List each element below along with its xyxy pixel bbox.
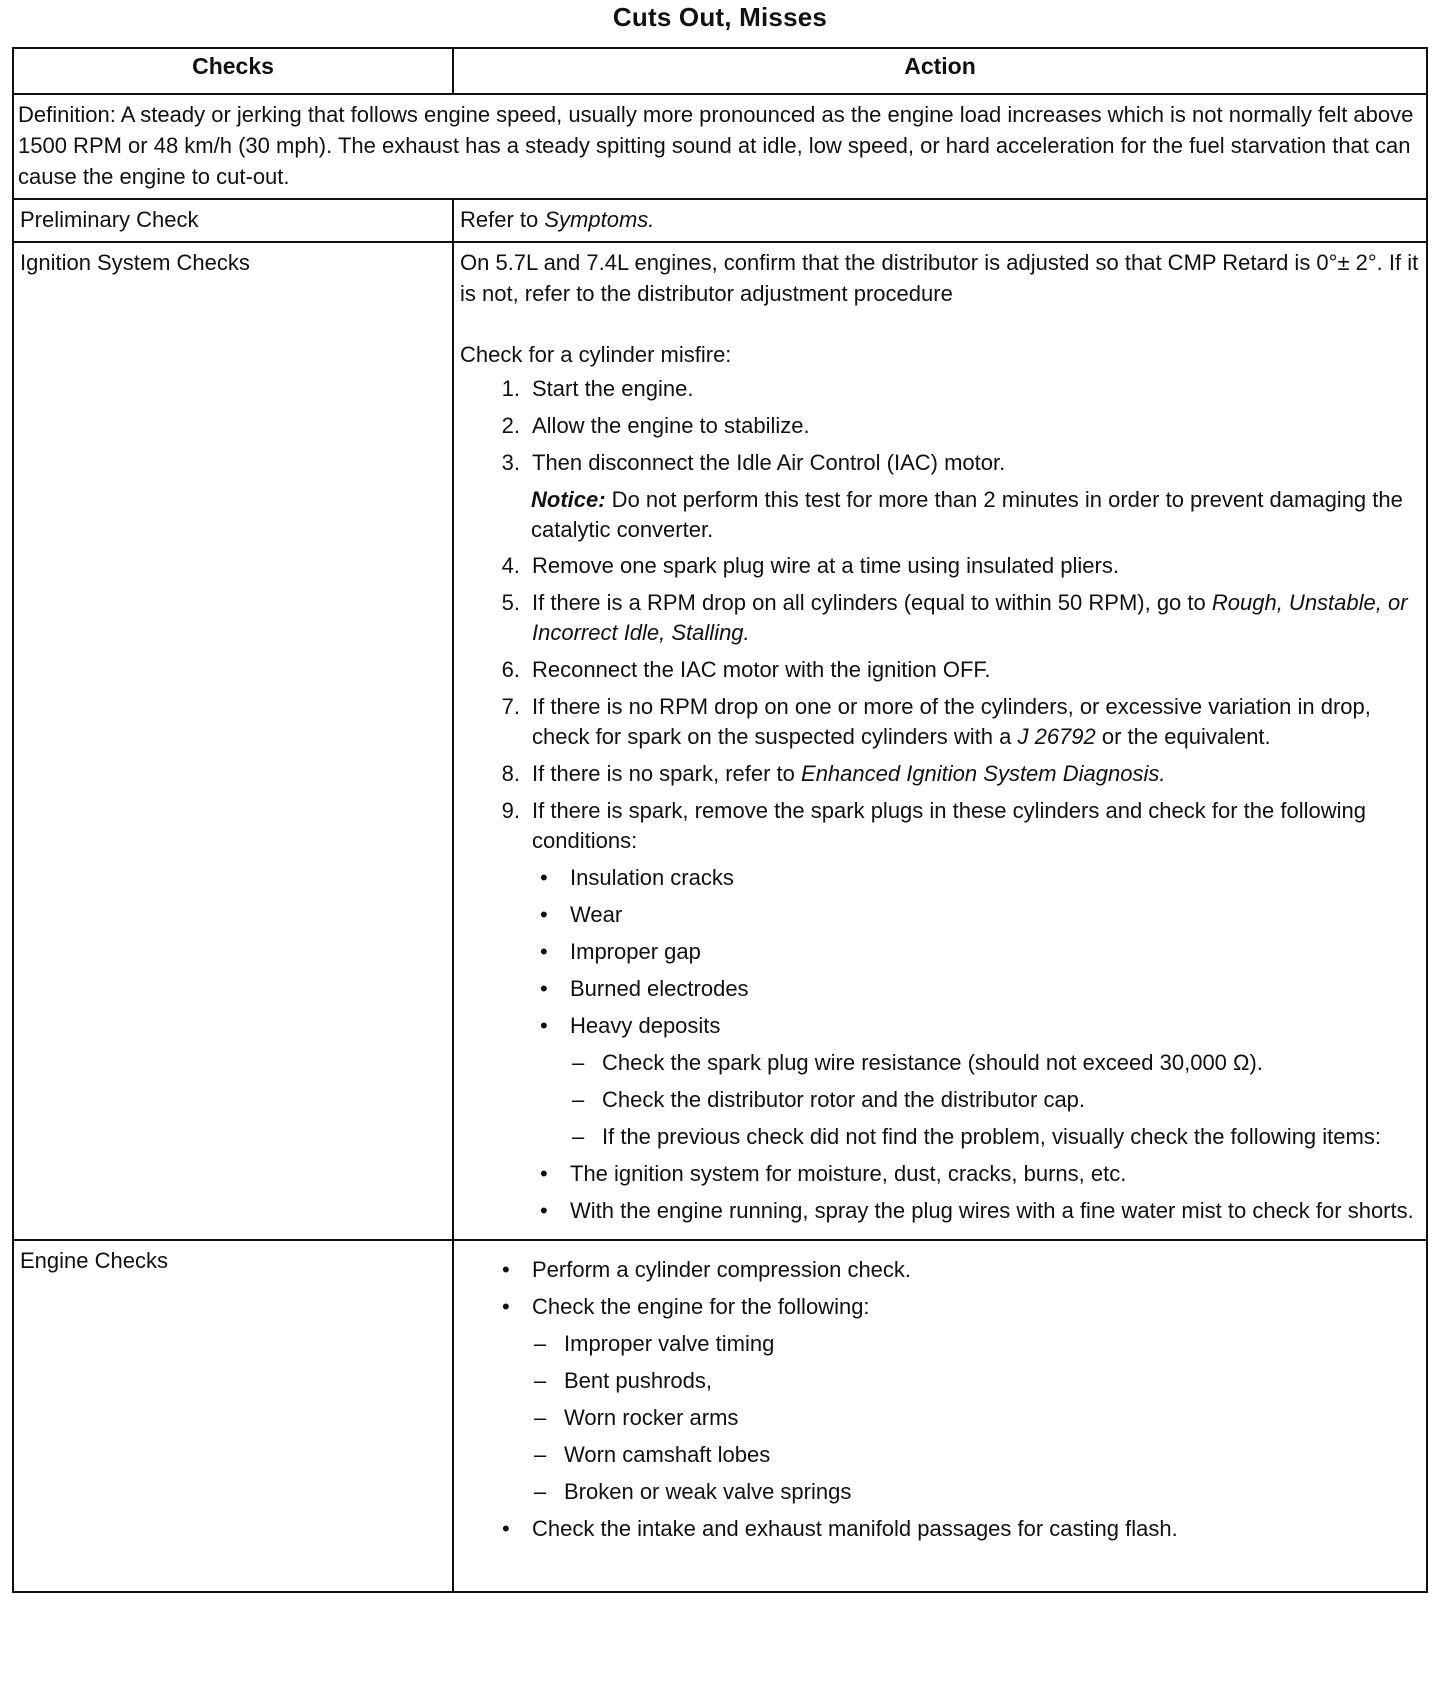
condition-text: Wear: [570, 902, 623, 927]
preliminary-row: [13, 199, 1427, 242]
step-item: [460, 759, 1420, 789]
preliminary-action-prefix: Refer to: [460, 207, 545, 232]
page-title: Cuts Out, Misses: [612, 2, 828, 32]
step-number: 4.: [501, 553, 520, 578]
misfire-lead: Check for a cylinder misfire:: [460, 342, 732, 367]
notice-label: Notice:: [531, 487, 606, 512]
step-number: 7.: [501, 694, 520, 719]
engine-bullet-text: Check the engine for the following:: [532, 1294, 870, 1319]
bullet-mark: •: [540, 1198, 548, 1223]
engine-action: [453, 1240, 1427, 1592]
sub-check-text: Check the spark plug wire resistance (should not exceed 30,000 Ω).: [602, 1050, 1263, 1075]
engine-item-text: Improper valve timing: [564, 1331, 775, 1356]
ignition-row: [13, 242, 1427, 1240]
engine-bullet-text: Check the intake and exhaust manifold passages for casting flash.: [532, 1516, 1178, 1541]
sub-check-text: If the previous check did not find the problem, visually check the following items:: [602, 1124, 1381, 1149]
final-bullet-text: With the engine running, spray the plug wires with a fine water mist to check for shorts.: [570, 1198, 1414, 1223]
bullet-mark: •: [540, 939, 548, 964]
final-bullet-item: [540, 1159, 1420, 1189]
tool-reference: J 26792: [1017, 724, 1096, 749]
step-number: 2.: [501, 413, 520, 438]
step-text: Remove one spark plug wire at a time using insulated pliers.: [532, 553, 1119, 578]
engine-bullet: [502, 1255, 1420, 1285]
ignition-check-label: Ignition System Checks: [13, 242, 453, 1240]
sub-check-text: Check the distributor rotor and the distributor cap.: [602, 1087, 1086, 1112]
engine-check-label: Engine Checks: [13, 1240, 453, 1592]
definition-text: Definition: A steady or jerking that follows engine speed, usually more pronounced as the engine load increases which is not normally felt above 1500 RPM or 48 km/h (30 mph). The exhaust has a steady spitting sound at idle, low speed, or hard acceleration for the fuel starvation that can cause the engine to cut-out.: [13, 94, 1427, 199]
step-item: [460, 551, 1420, 581]
step-text: [532, 588, 1420, 648]
condition-item: [540, 900, 1420, 930]
step-number: 1.: [501, 376, 520, 401]
condition-text: Insulation cracks: [570, 865, 734, 890]
engine-bullet: [502, 1514, 1420, 1544]
engine-item-text: Broken or weak valve springs: [564, 1479, 852, 1504]
dash-mark: –: [534, 1479, 547, 1504]
dash-mark: –: [572, 1050, 585, 1075]
condition-text: Improper gap: [570, 939, 701, 964]
engine-bullet: [502, 1292, 1420, 1322]
step-item: [460, 411, 1420, 441]
checks-header: Checks: [13, 48, 453, 94]
step-text: Start the engine.: [532, 376, 694, 401]
step-text: Reconnect the IAC motor with the ignition OFF.: [532, 657, 991, 682]
engine-row: [13, 1240, 1427, 1592]
rough-idle-reference: Rough, Unstable, or Incorrect Idle, Stalling.: [532, 590, 1408, 645]
step-item: [460, 374, 1420, 404]
condition-item: [540, 974, 1420, 1004]
diagnostic-table: [12, 47, 1428, 1593]
bullet-mark: •: [540, 1013, 548, 1038]
step-item: [460, 796, 1420, 856]
sub-check-item: [572, 1122, 1420, 1152]
step-text: [532, 692, 1420, 752]
step-text-after: or the equivalent.: [1095, 724, 1271, 749]
engine-item: [534, 1366, 1420, 1396]
bullet-mark: •: [502, 1516, 510, 1541]
preliminary-check-label: Preliminary Check: [13, 199, 453, 242]
engine-item: [534, 1329, 1420, 1359]
engine-item-text: Worn rocker arms: [564, 1405, 739, 1430]
action-header: Action: [453, 48, 1427, 94]
bullet-mark: •: [540, 865, 548, 890]
preliminary-action: [453, 199, 1427, 242]
step-text-plain: If there is no RPM drop on one or more of the cylinders, or excessive variation in drop, check for spark on the suspected cylinders with a: [532, 694, 1371, 749]
ignition-diagnosis-reference: Enhanced Ignition System Diagnosis.: [801, 761, 1166, 786]
step-item: [460, 692, 1420, 752]
notice-text: Do not perform this test for more than 2 minutes in order to prevent damaging the catalytic converter.: [531, 487, 1403, 542]
condition-item: [540, 937, 1420, 967]
condition-text: Heavy deposits: [570, 1013, 721, 1038]
engine-item: [534, 1477, 1420, 1507]
engine-item-text: Worn camshaft lobes: [564, 1442, 771, 1467]
step-number: 5.: [501, 590, 520, 615]
sub-check-item: [572, 1048, 1420, 1078]
dash-mark: –: [572, 1124, 585, 1149]
dash-mark: –: [534, 1405, 547, 1430]
header-row: [13, 48, 1427, 94]
step-number: 9.: [501, 798, 520, 823]
step-text: [532, 759, 1420, 789]
notice: [531, 485, 1420, 545]
step-text-plain: If there is no spark, refer to: [532, 761, 802, 786]
bullet-mark: •: [540, 976, 548, 1001]
bullet-mark: •: [502, 1294, 510, 1319]
dash-mark: –: [572, 1087, 585, 1112]
step-item: [460, 448, 1420, 478]
step-item: [460, 655, 1420, 685]
symptoms-reference: Symptoms.: [544, 207, 655, 232]
engine-item-text: Bent pushrods,: [564, 1368, 712, 1393]
step-text: If there is spark, remove the spark plugs in these cylinders and check for the following conditions:: [532, 798, 1366, 853]
step-text: Allow the engine to stabilize.: [532, 413, 810, 438]
bullet-mark: •: [502, 1257, 510, 1282]
step-number: 6.: [501, 657, 520, 682]
engine-item: [534, 1403, 1420, 1433]
step-text: Then disconnect the Idle Air Control (IAC) motor.: [532, 450, 1006, 475]
condition-item: [540, 1011, 1420, 1041]
dash-mark: –: [534, 1368, 547, 1393]
ignition-action: [453, 242, 1427, 1240]
cmp-retard-instruction: On 5.7L and 7.4L engines, confirm that the distributor is adjusted so that CMP Retard is 0°± 2°. If it is not, refer to the distributor adjustment procedure: [460, 250, 1419, 306]
bullet-mark: •: [540, 1161, 548, 1186]
sub-check-item: [572, 1085, 1420, 1115]
final-bullet-text: The ignition system for moisture, dust, cracks, burns, etc.: [570, 1161, 1127, 1186]
dash-mark: –: [534, 1442, 547, 1467]
final-bullet-item: [540, 1196, 1420, 1226]
dash-mark: –: [534, 1331, 547, 1356]
step-text-plain: If there is a RPM drop on all cylinders (equal to within 50 RPM), go to: [532, 590, 1212, 615]
definition-row: [13, 94, 1427, 199]
step-item: [460, 588, 1420, 648]
engine-item: [534, 1440, 1420, 1470]
step-number: 8.: [501, 761, 520, 786]
bullet-mark: •: [540, 902, 548, 927]
step-number: 3.: [501, 450, 520, 475]
condition-item: [540, 863, 1420, 893]
condition-text: Burned electrodes: [570, 976, 749, 1001]
engine-bullet-text: Perform a cylinder compression check.: [532, 1257, 912, 1282]
